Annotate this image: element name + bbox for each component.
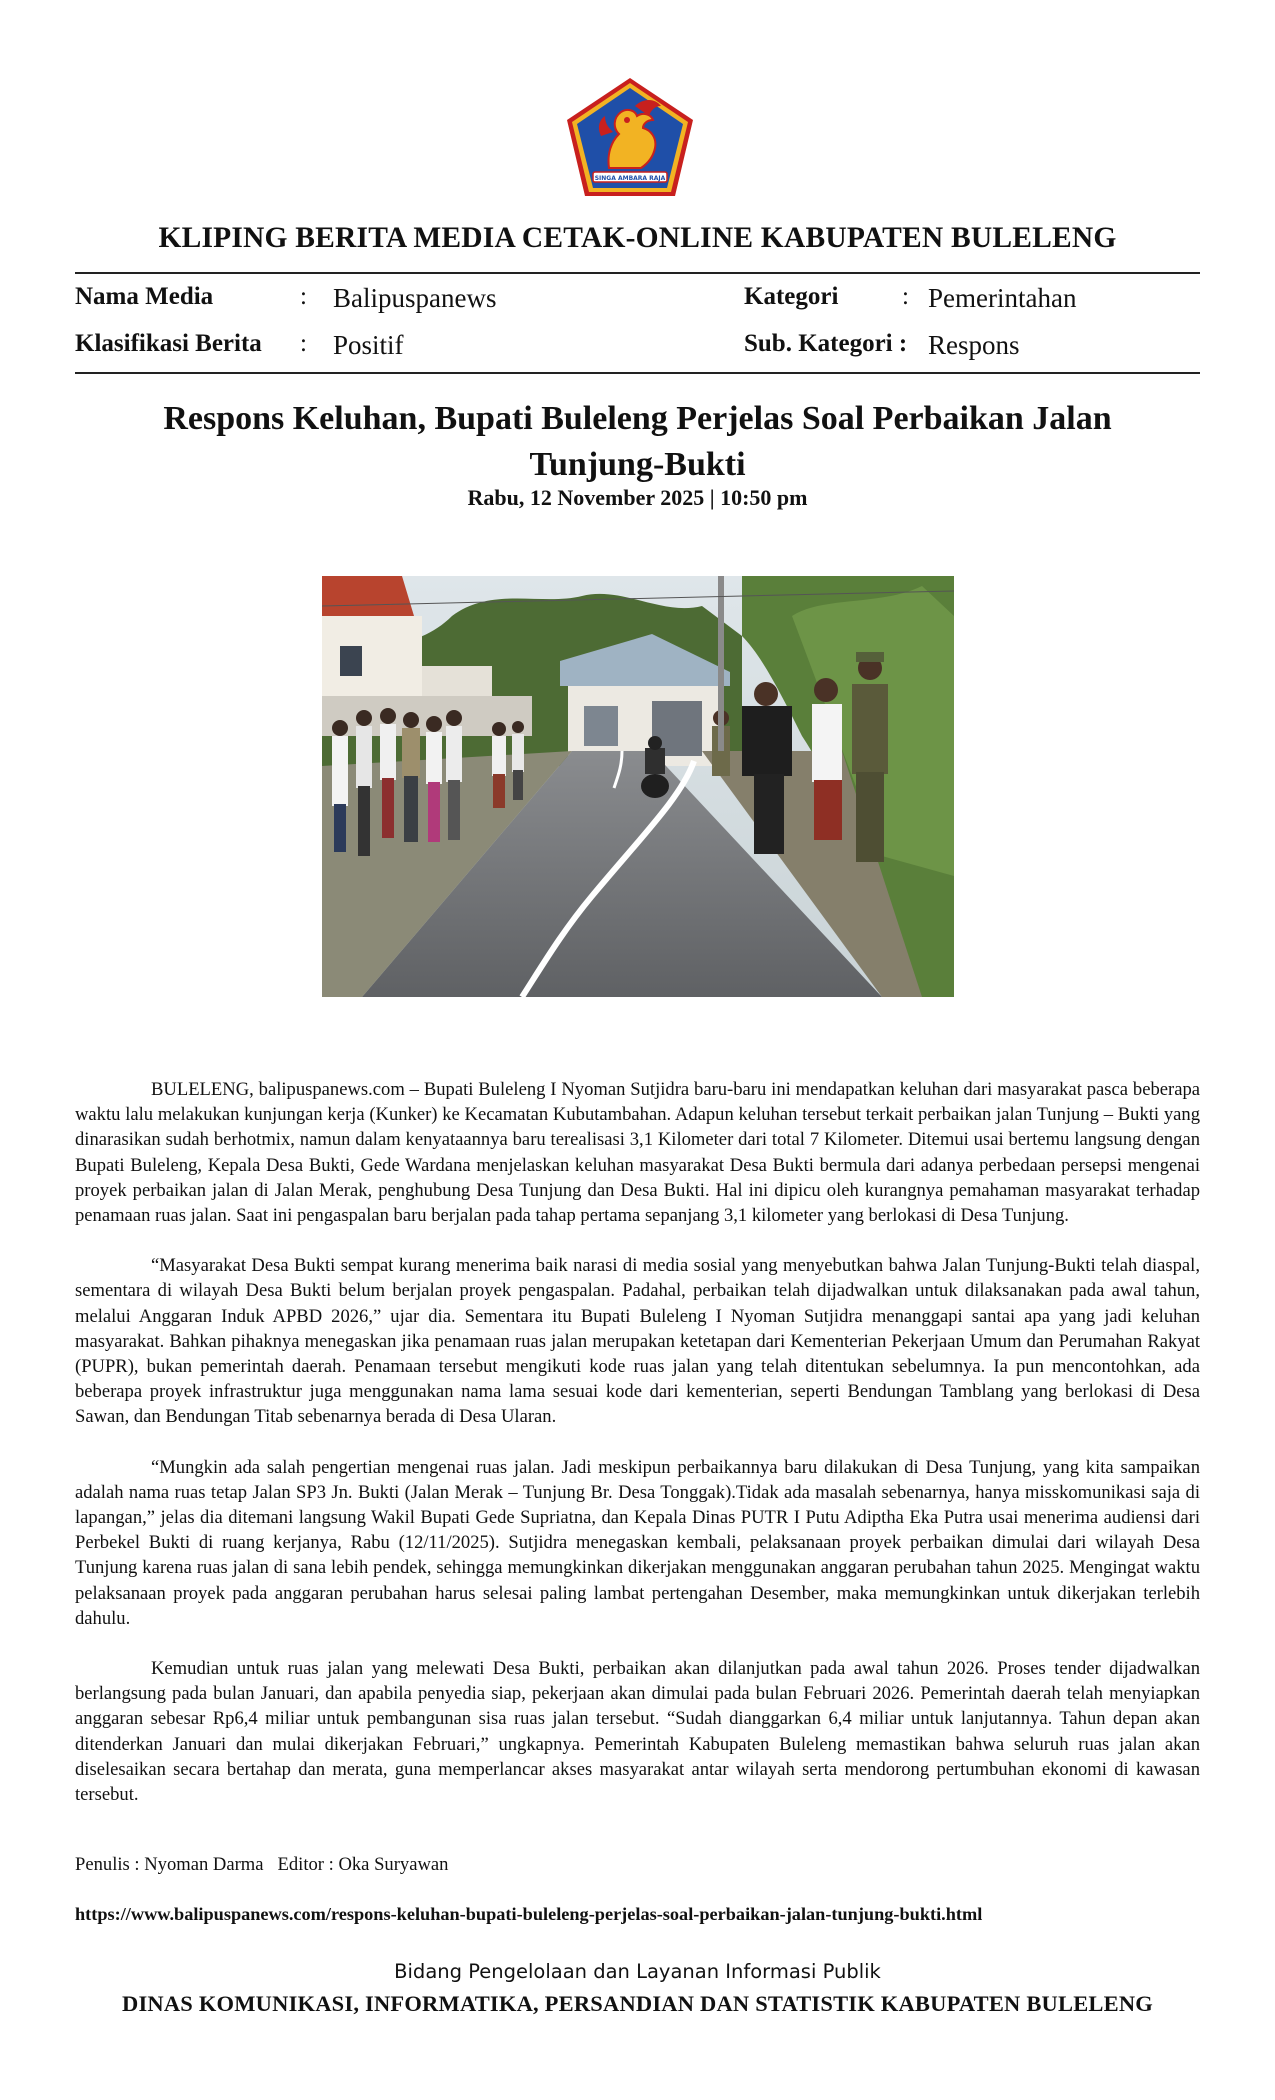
article-paragraph: “Mungkin ada salah pengertian mengenai ruas jalan. Jadi meskipun perbaikannya baru dilakukan di Desa Tunjung, yang kita sampaikan adalah nama ruas tetap Jalan SP3 Jn. Bukti (Jalan Merak – Tunjung Br. Desa Tonggak).Tidak ada masalah sebenarnya, hanya misskomunikasi saja di lapangan,” jelas dia ditemani langsung Wakil Bupati Gede Supriatna, dan Kepala Dinas PUTR I Putu Adiptha Eka Putra usai menerima audiensi dari Perbekel Bukti di ruang kerjanya, Rabu (12/11/2025). Sutjidra menegaskan kembali, pelaksanaan proyek perbaikan dimulai dari wilayah Desa Tunjung karena ruas jalan di sana lebih pendek, sehingga memungkinkan dikerjakan menggunakan anggaran perubahan tahun 2025. Mengingat waktu pelaksanaan proyek pada anggaran perubahan harus selesai paling lambat pertengahan Desember, maka memungkinkan untuk dikerjakan terlebih dahulu. bbox=[75, 1456, 1200, 1629]
nama-media-value: Balipuspanews bbox=[333, 283, 497, 313]
footer-agency: DINAS KOMUNIKASI, INFORMATIKA, PERSANDIAN DAN STATISTIK KABUPATEN BULELENG bbox=[122, 1991, 1153, 2016]
logo-caption: SINGA AMBARA RAJA bbox=[594, 175, 666, 182]
footer-department: Bidang Pengelolaan dan Layanan Informasi Publik bbox=[394, 1960, 881, 1983]
article-body bbox=[75, 1077, 1200, 1832]
clipping-header-title: KLIPING BERITA MEDIA CETAK-ONLINE KABUPATEN BULELENG bbox=[158, 222, 1117, 254]
header-rule-top bbox=[75, 272, 1200, 274]
klasifikasi-colon: : bbox=[300, 330, 307, 357]
sub-kategori-value: Respons bbox=[928, 330, 1020, 360]
news-photo bbox=[322, 576, 954, 997]
article-credits bbox=[75, 1854, 448, 1876]
writer-credit: Penulis : Nyoman Darma bbox=[75, 1854, 264, 1875]
source-url-link[interactable]: https://www.balipuspanews.com/respons-keluhan-bupati-buleleng-perjelas-soal-perbaikan-jalan-tunjung-bukti.html bbox=[75, 1904, 983, 1924]
kategori-colon: : bbox=[902, 283, 909, 310]
kategori-label: Kategori bbox=[744, 283, 839, 310]
header-rule-bottom bbox=[75, 372, 1200, 374]
article-title: Respons Keluhan, Bupati Buleleng Perjelas Soal Perbaikan Jalan Tunjung-Bukti bbox=[163, 400, 1112, 483]
article-paragraph: BULELENG, balipuspanews.com – Bupati Buleleng I Nyoman Sutjidra baru-baru ini mendapatkan keluhan dari masyarakat pasca beberapa waktu lalu melakukan kunjungan kerja (Kunker) ke Kecamatan Kubutambahan. Adapun keluhan tersebut terkait perbaikan jalan Tunjung – Bukti yang dinarasikan sudah berhotmix, namun dalam kenyataannya baru terealisasi 3,1 Kilometer dari total 7 Kilometer. Ditemui usai bertemu langsung dengan Bupati Buleleng, Kepala Desa Bukti, Gede Wardana menjelaskan keluhan masyarakat Desa Bukti bermula dari adanya perbedaan persepsi mengenai proyek perbaikan jalan di Jalan Merak, penghubung Desa Tunjung dan Desa Bukti. Hal ini dipicu oleh kurangnya pemahaman masyarakat terhadap penamaan ruas jalan. Saat ini pengaspalan baru berjalan pada tahap pertama sepanjang 3,1 kilometer yang berlokasi di Desa Tunjung. bbox=[75, 1079, 1200, 1227]
nama-media-label: Nama Media bbox=[75, 283, 214, 310]
klasifikasi-label: Klasifikasi Berita bbox=[75, 330, 262, 357]
article-paragraph: “Masyarakat Desa Bukti sempat kurang menerima baik narasi di media sosial yang menyebutkan bahwa Jalan Tunjung-Bukti telah diaspal, sementara di wilayah Desa Bukti belum berjalan proyek pengaspalan. Padahal, perbaikan telah dijadwalkan untuk dilaksanakan pada awal tahun, melalui Anggaran Induk APBD 2026,” ujar dia. Sementara itu Bupati Buleleng I Nyoman Sutjidra menanggapi santai apa yang jadi keluhan masyarakat. Bahkan pihaknya menegaskan jika penamaan ruas jalan merupakan ketetapan dari Kementerian Pekerjaan Umum dan Perumahan Rakyat (PUPR), bukan pemerintah daerah. Penamaan tersebut mengikuti kode ruas jalan yang telah ditentukan sebelumnya. Ia pun mencontohkan, ada beberapa proyek infrastruktur juga menggunakan nama lama sesuai kode dari kementerian, seperti Bendungan Tamblang yang berlokasi di Desa Sawan, dan Bendungan Titab sebenarnya berada di Desa Ularan. bbox=[75, 1255, 1200, 1428]
klasifikasi-value: Positif bbox=[333, 330, 404, 360]
kategori-value: Pemerintahan bbox=[928, 283, 1077, 313]
buleleng-regency-logo bbox=[563, 76, 697, 200]
editor-credit: Editor : Oka Suryawan bbox=[277, 1854, 449, 1875]
sub-kategori-label: Sub. Kategori : bbox=[744, 330, 908, 357]
nama-media-colon: : bbox=[300, 283, 307, 310]
article-paragraph: Kemudian untuk ruas jalan yang melewati Desa Bukti, perbaikan akan dilanjutkan pada awal tahun 2026. Proses tender dijadwalkan berlangsung pada bulan Januari, dan apabila penyedia siap, pekerjaan akan dimulai pada bulan Februari 2026. Pemerintah daerah telah menyiapkan anggaran sebesar Rp6,4 miliar untuk pembangunan sisa ruas jalan tersebut. “Sudah dianggarkan 6,4 miliar untuk lanjutannya. Tahun depan akan ditenderkan Januari dan mulai dikerjakan Februari,” ungkapnya. Pemerintah Kabupaten Buleleng memastikan bahwa seluruh ruas jalan akan diselesaikan secara bertahap dan merata, guna memperlancar akses masyarakat antar wilayah serta mendorong pertumbuhan ekonomi di kawasan tersebut. bbox=[75, 1658, 1200, 1806]
article-date: Rabu, 12 November 2025 | 10:50 pm bbox=[467, 485, 808, 510]
